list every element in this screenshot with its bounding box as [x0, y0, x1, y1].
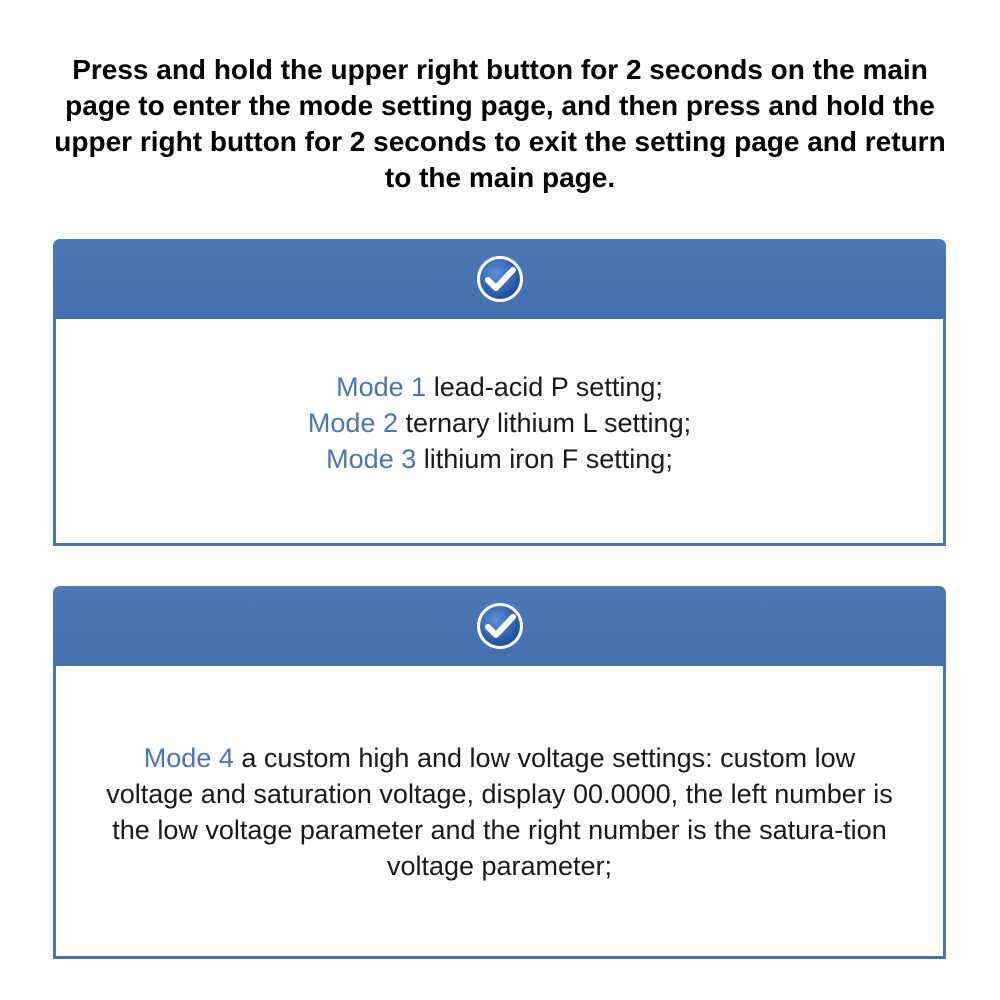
mode-label: Mode 3 — [326, 444, 417, 474]
mode-line — [56, 369, 943, 405]
mode-label: Mode 4 — [143, 743, 234, 773]
mode-label: Mode 2 — [307, 408, 398, 438]
mode-line — [100, 740, 900, 884]
mode-line — [56, 441, 943, 477]
mode-description: lead-acid P setting; — [426, 372, 663, 402]
mode-card-1 — [53, 239, 946, 546]
mode-description: ternary lithium L setting; — [397, 408, 692, 438]
intro-text: Press and hold the upper right button for 2 seconds on the main page to enter the mode setting page, and then press and hold the upper right button for 2 seconds to exit the setting page and return to the main page. — [54, 54, 946, 193]
card-header-band — [53, 239, 946, 319]
mode-line — [56, 405, 943, 441]
card-body — [56, 319, 943, 477]
card-body — [100, 666, 900, 884]
card-header-band — [53, 586, 946, 666]
mode-description: lithium iron F setting; — [416, 444, 673, 474]
check-icon — [475, 254, 525, 304]
check-icon — [475, 601, 525, 651]
mode-label: Mode 1 — [336, 372, 427, 402]
mode-description: a custom high and low voltage settings: custom low voltage and saturation voltage, display 00.0000, the left number is the low voltage parameter and the right number is the satura-tion voltage parameter; — [106, 743, 893, 881]
mode-card-2 — [53, 586, 946, 959]
